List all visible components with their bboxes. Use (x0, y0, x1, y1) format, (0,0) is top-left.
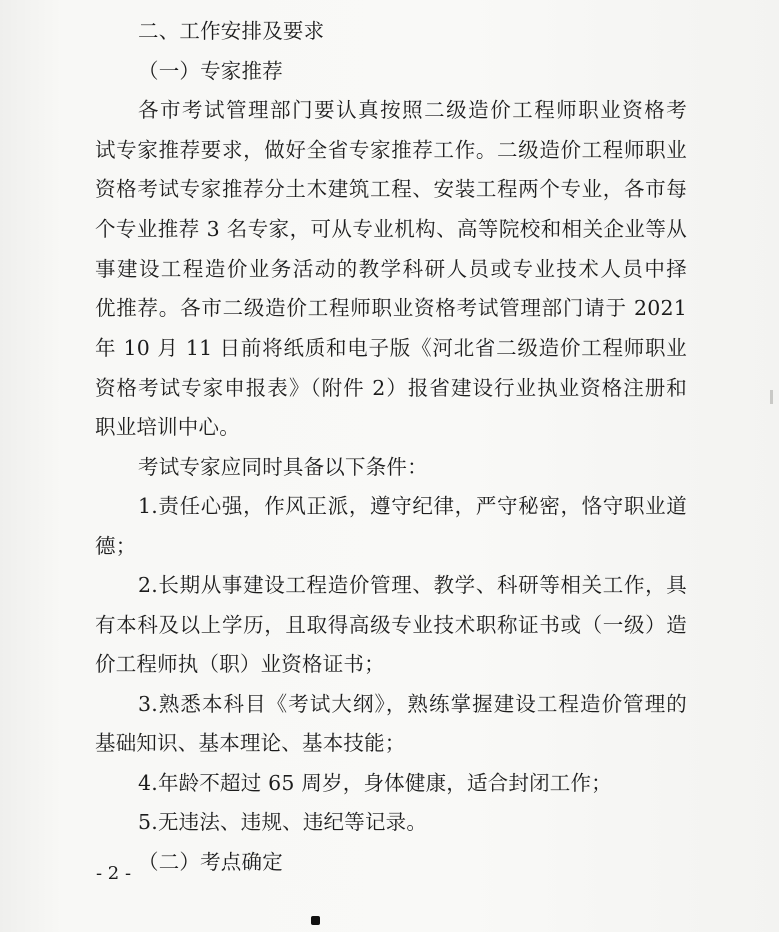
list-item-continuation: 德； (95, 534, 137, 558)
list-item: 5.无违法、违规、违纪等记录。 (138, 810, 428, 834)
list-item: 2.长期从事建设工程造价管理、教学、科研等相关工作，具 (138, 573, 687, 597)
list-item-continuation: 有本科及以上学历，且取得高级专业技术职称证书或（一级）造 (95, 613, 687, 637)
page-number: - 2 - (96, 863, 132, 884)
list-item: 1.责任心强，作风正派，遵守纪律，严守秘密，恪守职业道 (138, 494, 687, 518)
list-item: 3.熟悉本科目《考试大纲》，熟练掌握建设工程造价管理的 (138, 692, 687, 716)
paragraph-line: 资格考试专家推荐分土木建筑工程、安装工程两个专业，各市每 (95, 177, 687, 201)
section-heading: 二、工作安排及要求 (138, 19, 325, 43)
paragraph-line: 试专家推荐要求，做好全省专家推荐工作。二级造价工程师职业 (95, 138, 687, 162)
list-item-continuation: 基础知识、基本理论、基本技能； (95, 731, 406, 755)
paragraph-line: 年 10 月 11 日前将纸质和电子版《河北省二级造价工程师职业 (95, 336, 687, 360)
paragraph-line: 个专业推荐 3 名专家，可从专业机构、高等院校和相关企业等从 (95, 217, 687, 241)
list-item: 4.年龄不超过 65 周岁，身体健康，适合封闭工作； (138, 771, 612, 795)
ink-blot (311, 916, 320, 925)
list-item-continuation: 价工程师执（职）业资格证书； (95, 652, 385, 676)
paragraph-line: 事建设工程造价业务活动的教学科研人员或专业技术人员中择 (95, 257, 687, 281)
paragraph-line: 职业培训中心。 (95, 415, 240, 439)
paragraph-line: 优推荐。各市二级造价工程师职业资格考试管理部门请于 2021 (95, 296, 687, 320)
paragraph-line: 各市考试管理部门要认真按照二级造价工程师职业资格考 (138, 98, 687, 122)
subsection-heading: （一）专家推荐 (138, 59, 283, 83)
subsection-heading: （二）考点确定 (138, 850, 283, 874)
paragraph-line: 考试专家应同时具备以下条件： (138, 455, 428, 479)
scan-edge-mark (770, 390, 773, 404)
paragraph-line: 资格考试专家申报表》（附件 2）报省建设行业执业资格注册和 (95, 376, 687, 400)
